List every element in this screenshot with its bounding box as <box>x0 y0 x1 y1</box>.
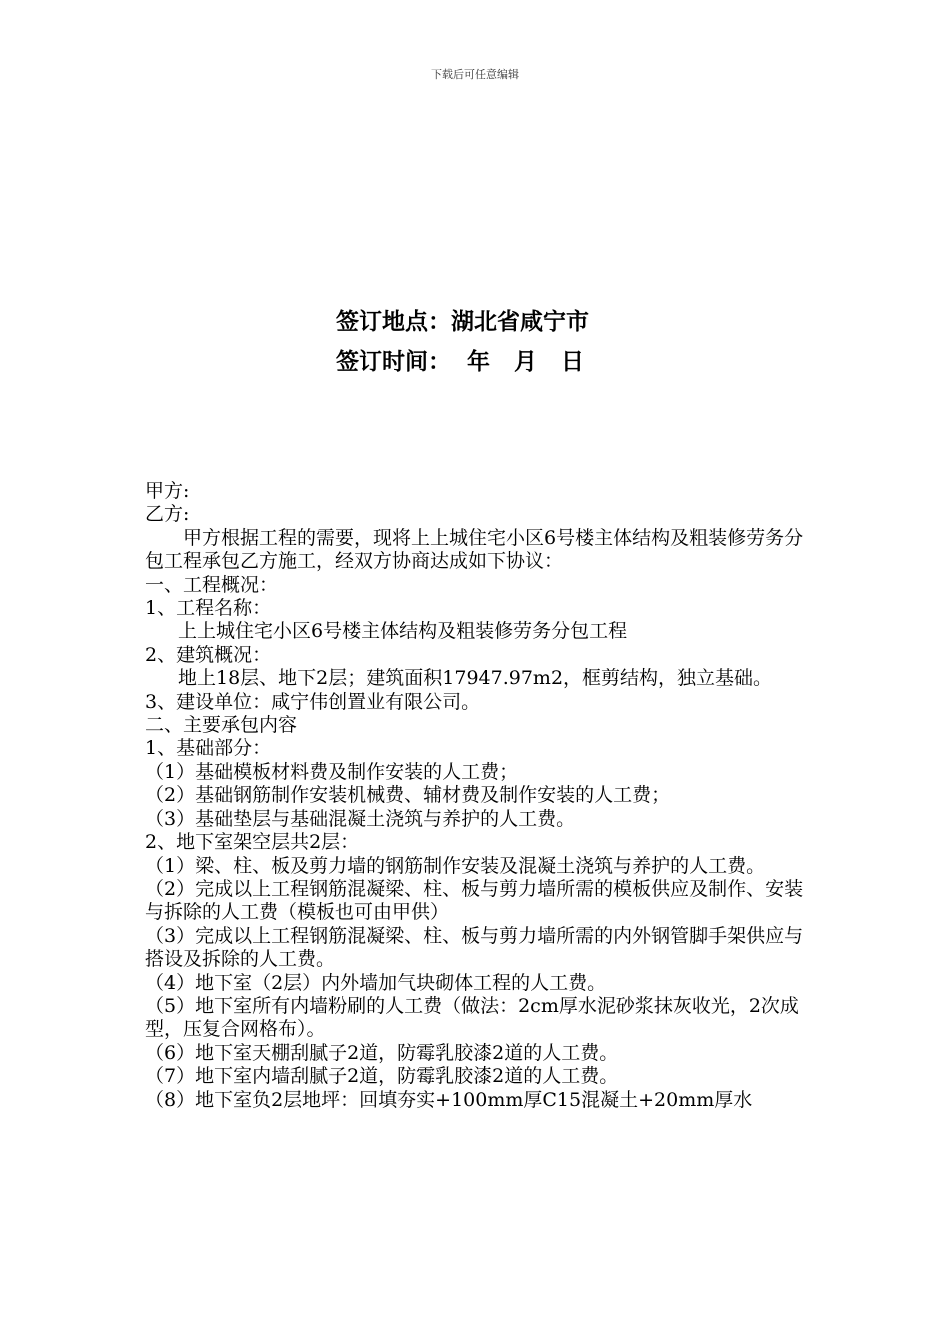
list-item: （7）地下室内墙刮腻子2道，防霉乳胶漆2道的人工费。 <box>145 1065 619 1088</box>
list-item: （1）基础模板材料费及制作安装的人工费； <box>145 760 519 783</box>
item-heading: 1、基础部分： <box>145 737 272 760</box>
list-item: （2）完成以上工程钢筋混凝梁、柱、板与剪力墙所需的模板供应及制作、安装与拆除的人工费（模板也可由甲供） <box>145 877 804 924</box>
party-a: 甲方: <box>145 480 190 502</box>
contract-body <box>145 480 813 1112</box>
item-heading: 2、建筑概况： <box>145 643 272 666</box>
list-item: （3）基础垫层与基础混凝土浇筑与养护的人工费。 <box>145 807 576 830</box>
list-item: （1）梁、柱、板及剪力墙的钢筋制作安装及混凝土浇筑与养护的人工费。 <box>145 854 766 877</box>
intro-paragraph: 甲方根据工程的需要，现将上上城住宅小区6号楼主体结构及粗装修劳务分包工程承包乙方施工，经双方协商达成如下协议： <box>145 526 804 573</box>
signing-time: 签订时间： 年 月 日 <box>336 349 585 375</box>
item-heading: 2、地下室架空层共2层： <box>145 831 360 854</box>
list-item: （3）完成以上工程钢筋混凝梁、柱、板与剪力墙所需的内外钢管脚手架供应与搭设及拆除的人工费。 <box>145 924 804 971</box>
section-heading: 一、工程概况： <box>145 573 279 596</box>
section-heading: 二、主要承包内容 <box>145 714 298 737</box>
header-note: 下载后可任意编辑 <box>431 68 519 81</box>
signing-info <box>336 302 589 382</box>
list-item: （5）地下室所有内墙粉刷的人工费（做法：2cm厚水泥砂浆抹灰收光，2次成型，压复合网格布）。 <box>145 994 799 1041</box>
item-heading: 3、建设单位：咸宁伟创置业有限公司。 <box>145 690 481 713</box>
building-overview: 地上18层、地下2层；建筑面积17947.97m2，框剪结构，独立基础。 <box>178 667 773 690</box>
signing-place: 签订地点：湖北省咸宁市 <box>336 309 589 335</box>
list-item: （6）地下室天棚刮腻子2道，防霉乳胶漆2道的人工费。 <box>145 1041 619 1064</box>
list-item: （8）地下室负2层地坪：回填夯实+100mm厚C15混凝土+20mm厚水 <box>145 1088 753 1111</box>
item-heading: 1、工程名称： <box>145 597 272 620</box>
party-b: 乙方: <box>145 503 190 526</box>
list-item: （4）地下室（2层）内外墙加气块砌体工程的人工费。 <box>145 971 607 994</box>
project-name: 上上城住宅小区6号楼主体结构及粗装修劳务分包工程 <box>178 620 628 643</box>
list-item: （2）基础钢筋制作安装机械费、辅材费及制作安装的人工费； <box>145 784 671 807</box>
